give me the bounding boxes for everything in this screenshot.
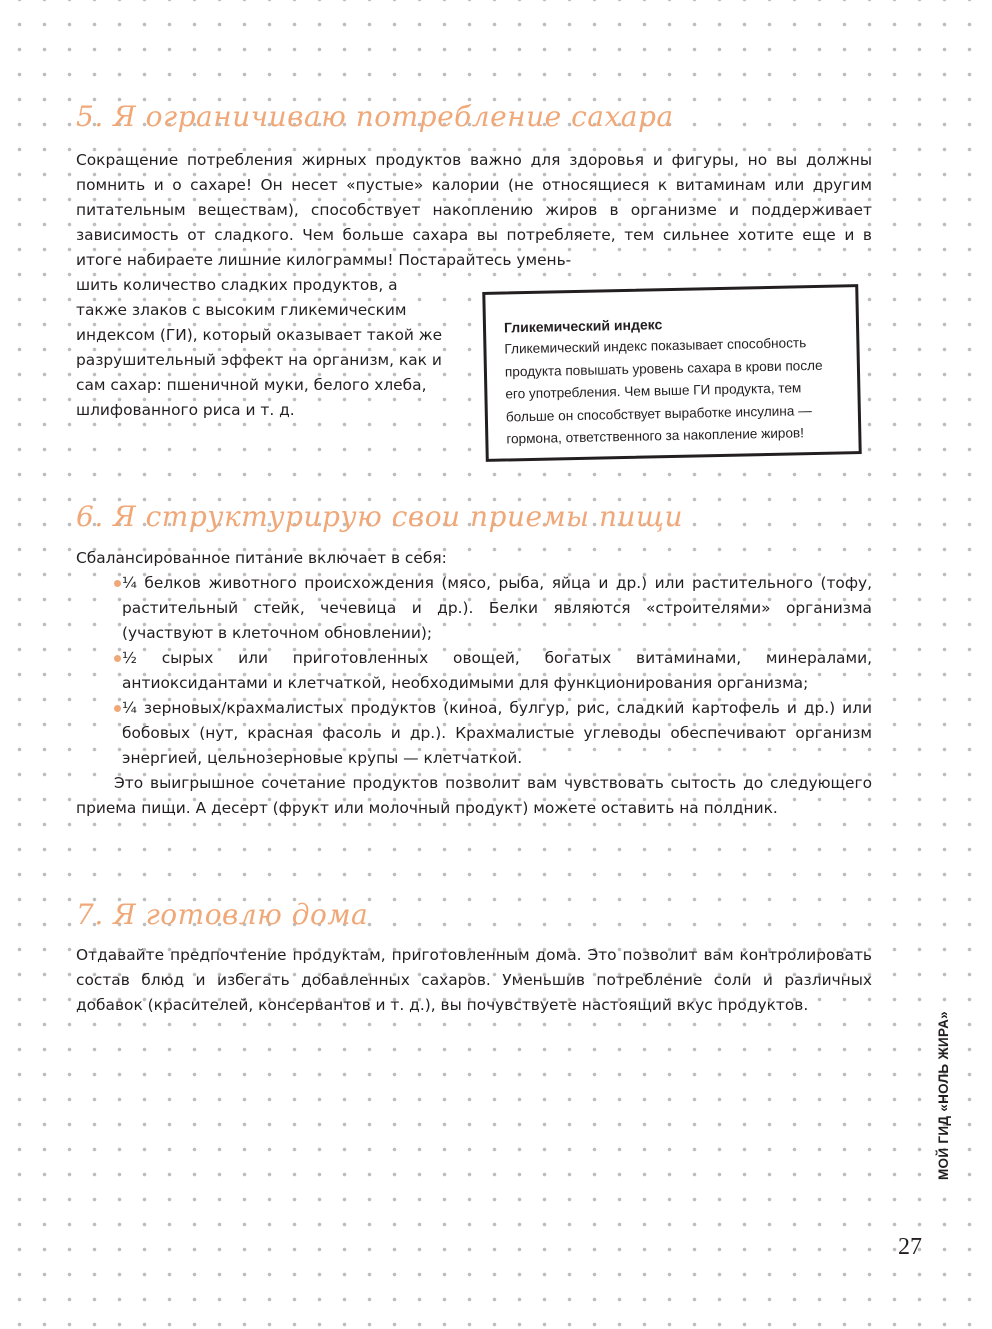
- bullet-dot-icon: [114, 655, 121, 662]
- bullet-dot-icon: [114, 705, 121, 712]
- list-item-text: ¼ зерновых/крахмалистых продуктов (киноа, булгур, рис, сладкий картофель и др.) или бобовых (нут, красная фасоль и др.). Крахмалистые углеводы обеспечивают организм энергией, цельнозерновые крупы — клетчаткой.: [122, 699, 872, 767]
- infobox-title: Гликемический индекс: [503, 316, 663, 336]
- section-7-paragraph: Отдавайте предпочтение продуктам, приготовленным дома. Это позволит вам контролировать состав блюд и избегать добавленных сахаров. Уменьшив потребление соли и различных добавок (красителей, консервантов и т. д.), вы почувствуете настоящий вкус продуктов.: [76, 946, 872, 1014]
- section-6-intro: Сбалансированное питание включает в себя:: [76, 549, 447, 567]
- list-item: [76, 646, 872, 696]
- list-item: [76, 571, 872, 646]
- list-item: [76, 696, 872, 771]
- list-item-text: ½ сырых или приготовленных овощей, богатых витаминами, минералами, антиоксидантами и клетчаткой, необходимыми для функционирования организма;: [122, 649, 872, 692]
- section-5-paragraph-continued: шить количество сладких продуктов, а также злаков с высоким гликемическим индексом (ГИ), который оказывает такой же разрушительный эффект на организм, как и сам сахар: пшеничной муки, белого хлеба, шлифованного риса и т. д.: [76, 276, 443, 419]
- section-6-conclusion: Это выигрышное сочетание продуктов позволит вам чувствовать сытость до следующего приема пищи. А десерт (фрукт или молочный продукт) можете оставить на полдник.: [76, 774, 872, 817]
- page-number: 27: [898, 1234, 922, 1260]
- section-5-heading: 5. Я ограничиваю потребление сахара: [76, 100, 674, 133]
- infobox-text: Гликемический индекс показывает способность продукта повышать уровень сахара в крови после его употребления. Чем выше ГИ продукта, тем больше он способствует выработке инсулина — гормона, ответственного за накопление жиров!: [504, 335, 823, 447]
- glycemic-index-infobox: [482, 284, 861, 462]
- list-item-text: ¼ белков животного происхождения (мясо, рыба, яйца и др.) или растительного (тофу, растительный стейк, чечевица и др.). Белки являются «строителями» организма (участвуют в клеточном обновлении);: [122, 574, 872, 642]
- section-5-paragraph: Сокращение потребления жирных продуктов важно для здоровья и фигуры, но вы должны помнить и о сахаре! Он несет «пустые» калории (не относящиеся к витаминам или другим питательным веществам), способствует накоплению жиров в организме и поддерживает зависимость от сладкого. Чем больше сахара вы потребляете, тем сильнее хотите еще и в итоге набираете лишние килограммы! Постарайтесь умень-: [76, 151, 872, 269]
- section-6-bullet-list: [76, 571, 872, 771]
- bullet-dot-icon: [114, 580, 121, 587]
- book-title-side-label: МОЙ ГИД «НОЛЬ ЖИРА»: [936, 1011, 951, 1180]
- section-7-heading: 7. Я готовлю дома: [76, 898, 369, 931]
- section-6-heading: 6. Я структурирую свои приемы пищи: [76, 500, 684, 533]
